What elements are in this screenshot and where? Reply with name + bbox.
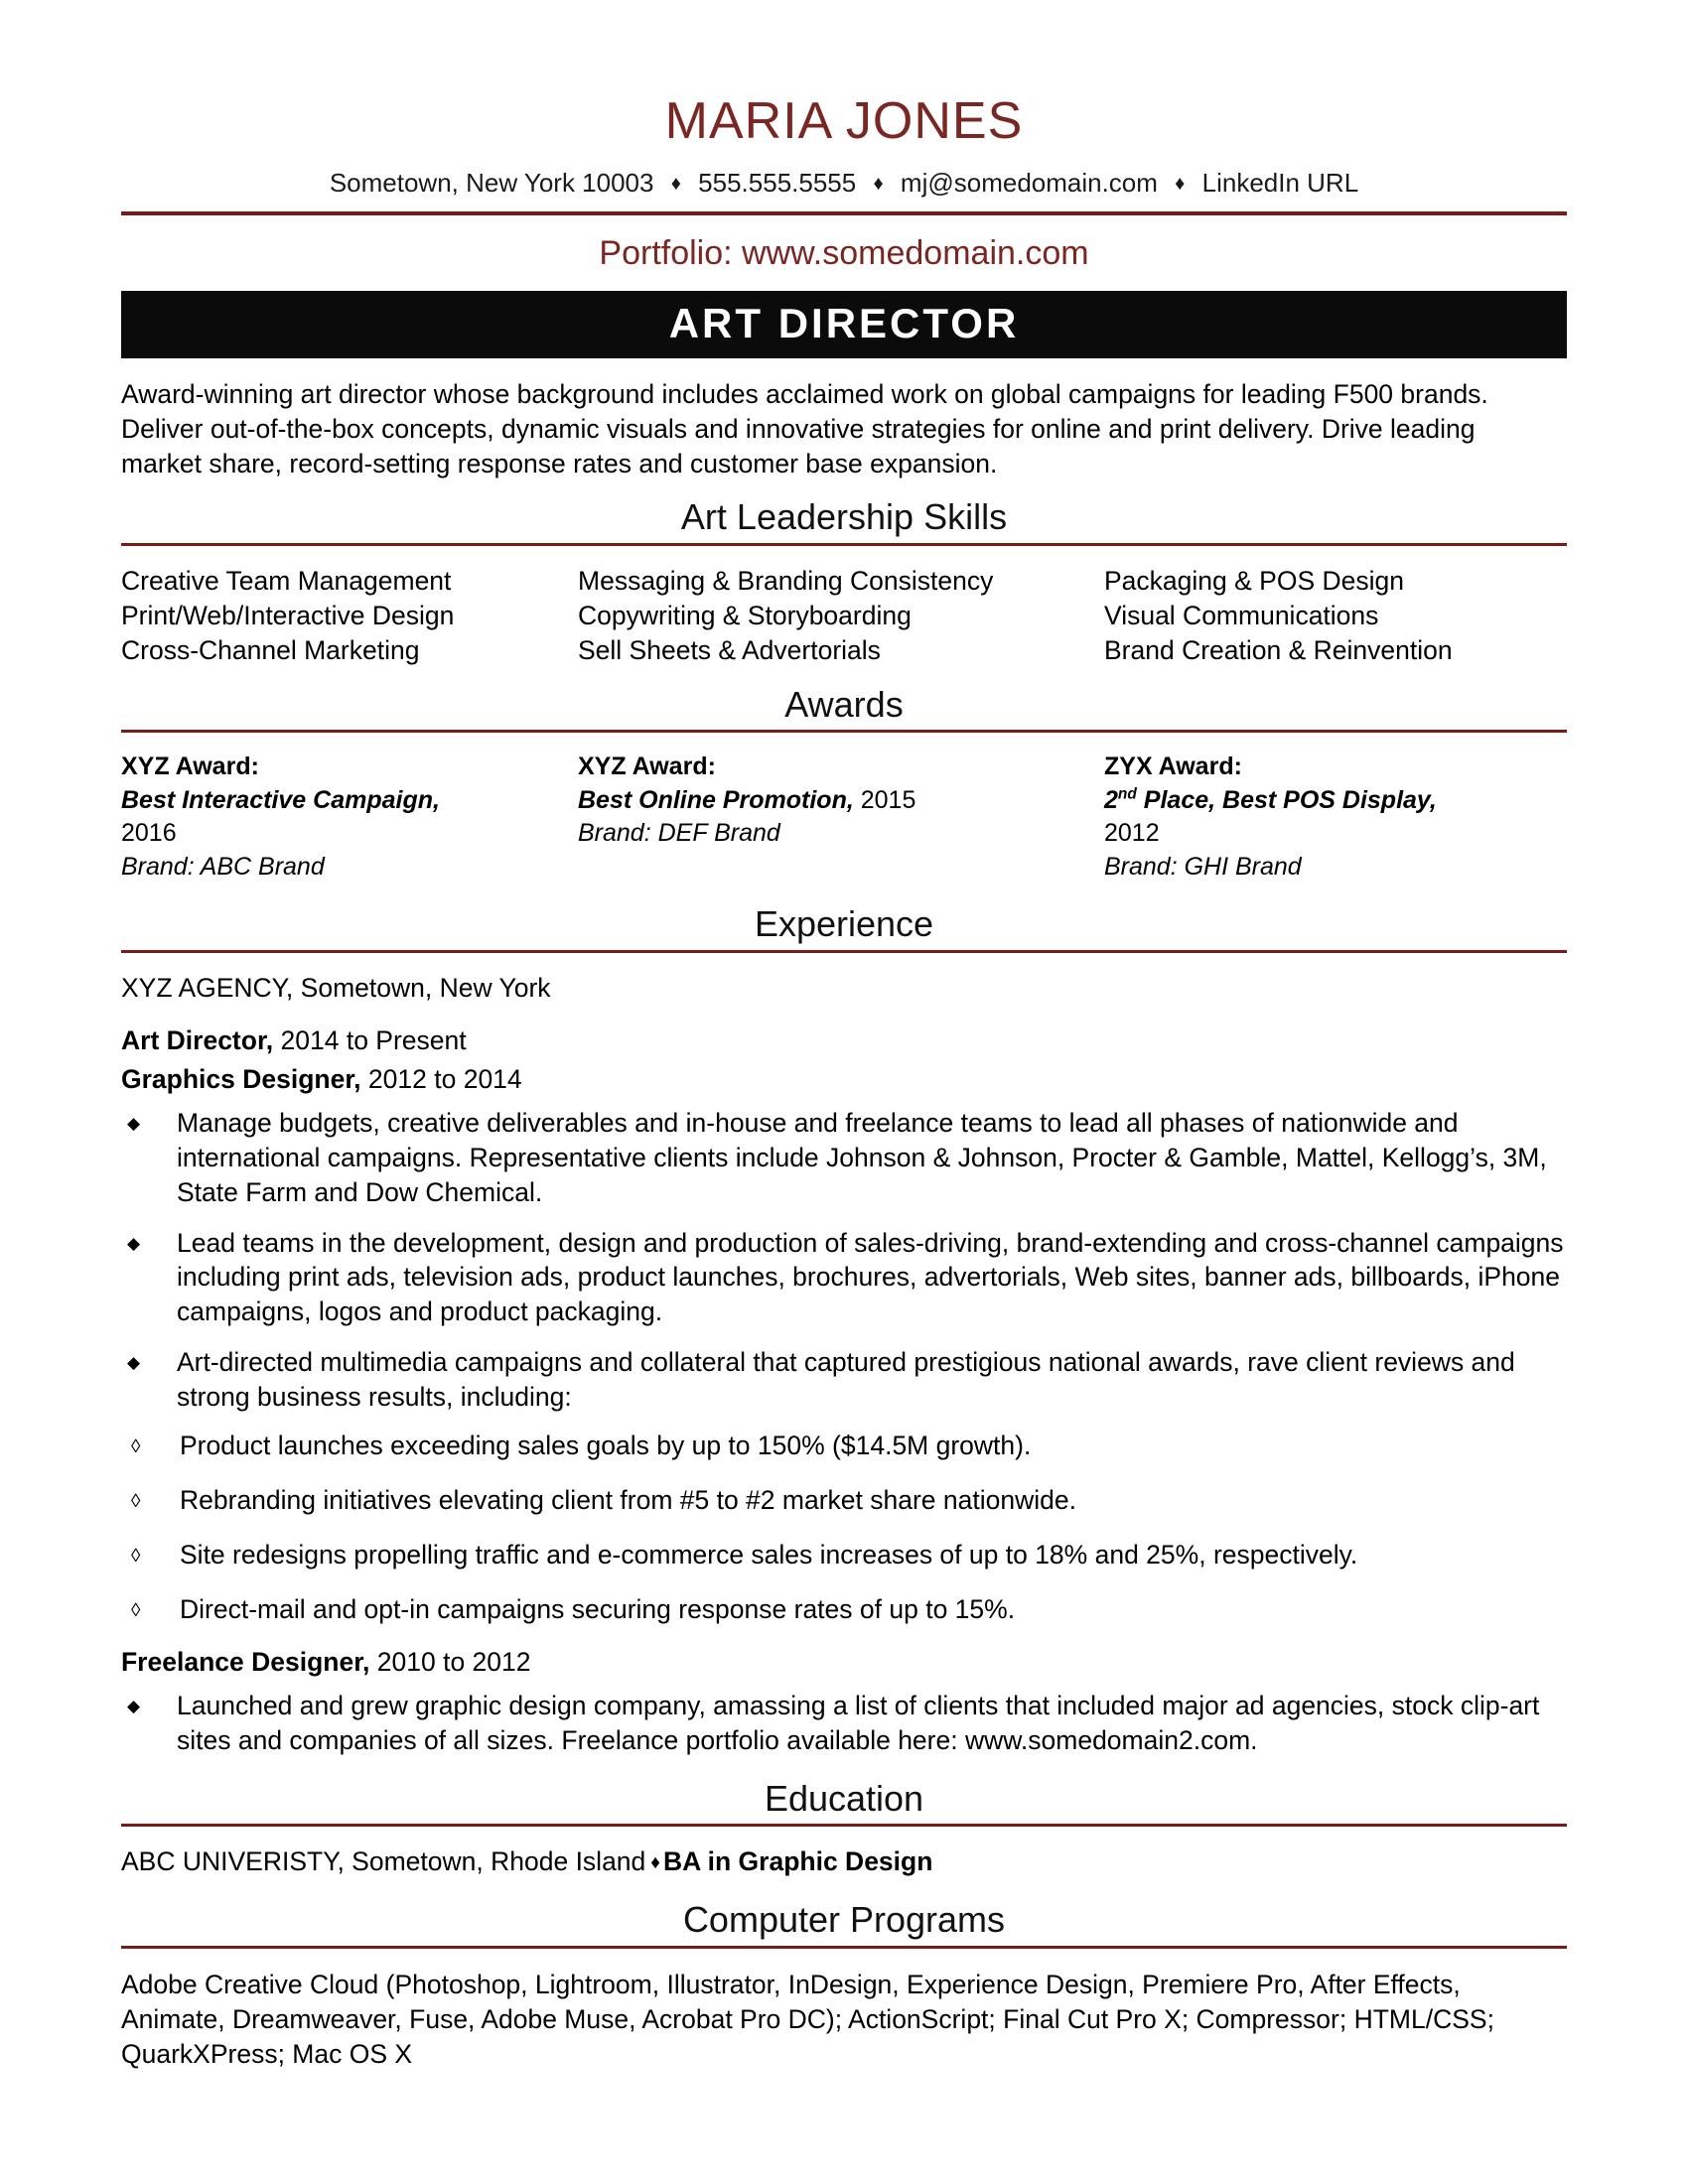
freelance-bullet: ◆ Launched and grew graphic design company, amassing a list of clients that included major ad agencies, stock clip-art sites and companies of all sizes. Freelance portfolio available here: www.somedomain2.com.: [121, 1689, 1567, 1758]
job-dates: 2012 to 2014: [367, 1064, 522, 1095]
award-header: XYZ Award:: [578, 752, 716, 781]
section-divider: [121, 1824, 1567, 1827]
contact-location: Sometown, New York 10003: [329, 168, 654, 198]
programs-text: Adobe Creative Cloud (Photoshop, Lightroom, Illustrator, InDesign, Experience Design, Premiere Pro, After Effects, Animate, Dreamweaver, Fuse, Adobe Muse, Acrobat Pro DC); ActionScript; Final Cut Pro X; Compressor; HTML/CSS; QuarkXPress; Mac OS X: [121, 1969, 1494, 2069]
job-dates: 2010 to 2012: [376, 1647, 531, 1678]
award-brand: Brand: ABC Brand: [121, 852, 325, 881]
section-divider: [121, 950, 1567, 953]
experience-bullet-list: [121, 1106, 1567, 1416]
award-name: Best Interactive Campaign,: [121, 785, 440, 814]
spacer: [121, 1758, 1567, 1780]
section-divider: [121, 730, 1567, 733]
awards-grid: [121, 751, 1567, 884]
section-heading-experience: Experience: [754, 903, 934, 945]
award-brand: Brand: DEF Brand: [578, 819, 780, 848]
award-brand: Brand: GHI Brand: [1104, 852, 1302, 881]
award-name-prefix: 2: [1104, 785, 1118, 814]
job-dates: 2014 to Present: [280, 1024, 467, 1055]
award-item: [1104, 751, 1567, 884]
spacer: [121, 1879, 1567, 1901]
experience-subbullet: ◊ Product launches exceeding sales goals by up to 150% ($14.5M growth).: [121, 1429, 1567, 1463]
section-heading-awards: Awards: [784, 683, 904, 725]
experience-bullet: ◆ Manage budgets, creative deliverables and in-house and freelance teams to lead all phases of nationwide and international campaigns. Representative clients include Johnson & Johnson, Procter & Gamble, Mattel, Kellogg’s, 3M, State Farm and Dow Chemical.: [121, 1106, 1567, 1210]
award-year: 2012: [1104, 819, 1160, 848]
job-role-freelance: [121, 1645, 1567, 1679]
job-role: [121, 1024, 1567, 1057]
job-title: Graphics Designer,: [121, 1064, 361, 1095]
award-item: [578, 751, 1104, 884]
experience-bullet: ◆ Lead teams in the development, design and production of sales-driving, brand-extending and cross-channel campaigns including print ads, television ads, product launches, brochures, advertorials, Web sites, banner ads, billboards, iPhone campaigns, logos and product packaging.: [121, 1226, 1567, 1330]
award-year-inline: 2015: [860, 785, 916, 814]
page-title: MARIA JONES: [664, 92, 1024, 150]
contact-phone: 555.555.5555: [698, 168, 857, 198]
skill-item: Sell Sheets & Advertorials: [578, 635, 881, 666]
award-item: [121, 751, 578, 884]
award-header: ZYX Award:: [1104, 752, 1242, 781]
section-heading-education: Education: [764, 1777, 924, 1819]
section-divider: [121, 543, 1567, 546]
contact-line: [121, 168, 1567, 199]
job-title-banner: ART DIRECTOR: [121, 291, 1567, 358]
skill-item: Messaging & Branding Consistency: [578, 565, 994, 596]
skills-column-2: [578, 564, 1104, 669]
diamond-separator-icon: ♦: [670, 173, 681, 195]
skill-item: Cross-Channel Marketing: [121, 635, 420, 666]
employer-name: XYZ AGENCY, Sometown, New York: [121, 973, 551, 1004]
job-title: Freelance Designer,: [121, 1647, 370, 1678]
award-name-line: [578, 784, 1104, 818]
experience-subbullet: ◊ Site redesigns propelling traffic and e-commerce sales increases of up to 18% and 25%, respectively.: [121, 1538, 1567, 1572]
skill-item: Print/Web/Interactive Design: [121, 601, 455, 631]
professional-summary: Award-winning art director whose background includes acclaimed work on global campaigns for leading F500 brands. Deliver out-of-the-box concepts, dynamic visuals and innovative strategies for online and print delivery. Drive leading market share, record-setting response rates and customer base expansion.: [121, 379, 1488, 479]
award-name: Best Online Promotion,: [578, 785, 854, 814]
education-school: ABC UNIVERISTY, Sometown, Rhode Island: [121, 1846, 646, 1877]
spacer: [121, 884, 1567, 905]
section-divider: [121, 1946, 1567, 1949]
award-year: 2016: [121, 819, 177, 848]
experience-subbullet: ◊ Direct-mail and opt-in campaigns securing response rates of up to 15%.: [121, 1592, 1567, 1627]
skills-column-3: [1104, 564, 1567, 669]
award-name-line: [121, 784, 578, 818]
education-degree: BA in Graphic Design: [662, 1846, 933, 1877]
award-name-superscript: nd: [1117, 785, 1137, 803]
skills-grid: [121, 564, 1567, 669]
experience-subbullet-list: [121, 1429, 1567, 1627]
contact-linkedin[interactable]: LinkedIn URL: [1201, 168, 1359, 198]
job-title: Art Director,: [121, 1024, 274, 1055]
section-heading-skills: Art Leadership Skills: [680, 496, 1008, 538]
portfolio-link[interactable]: Portfolio: www.somedomain.com: [599, 234, 1089, 273]
award-name: Place, Best POS Display,: [1143, 785, 1437, 814]
job-role: [121, 1062, 1567, 1096]
skill-item: Brand Creation & Reinvention: [1104, 635, 1453, 666]
skills-column-1: [121, 564, 578, 669]
skill-item: Packaging & POS Design: [1104, 565, 1404, 596]
award-header: XYZ Award:: [121, 752, 259, 781]
diamond-separator-icon: ♦: [650, 1852, 660, 1874]
experience-subbullet: ◊ Rebranding initiatives elevating client from #5 to #2 market share nationwide.: [121, 1483, 1567, 1518]
header-divider: [121, 211, 1567, 215]
skill-item: Visual Communications: [1104, 601, 1379, 631]
award-name-line: [1104, 784, 1567, 818]
diamond-separator-icon: ♦: [1175, 173, 1186, 195]
skill-item: Creative Team Management: [121, 565, 452, 596]
education-entry: [121, 1844, 1567, 1878]
skill-item: Copywriting & Storyboarding: [578, 601, 912, 631]
diamond-separator-icon: ♦: [873, 173, 884, 195]
contact-email[interactable]: mj@somedomain.com: [900, 168, 1158, 198]
section-heading-programs: Computer Programs: [682, 1898, 1006, 1940]
experience-bullet: ◆ Art-directed multimedia campaigns and collateral that captured prestigious national awards, rave client reviews and strong business results, including:: [121, 1345, 1567, 1415]
freelance-bullet-list: [121, 1689, 1567, 1758]
